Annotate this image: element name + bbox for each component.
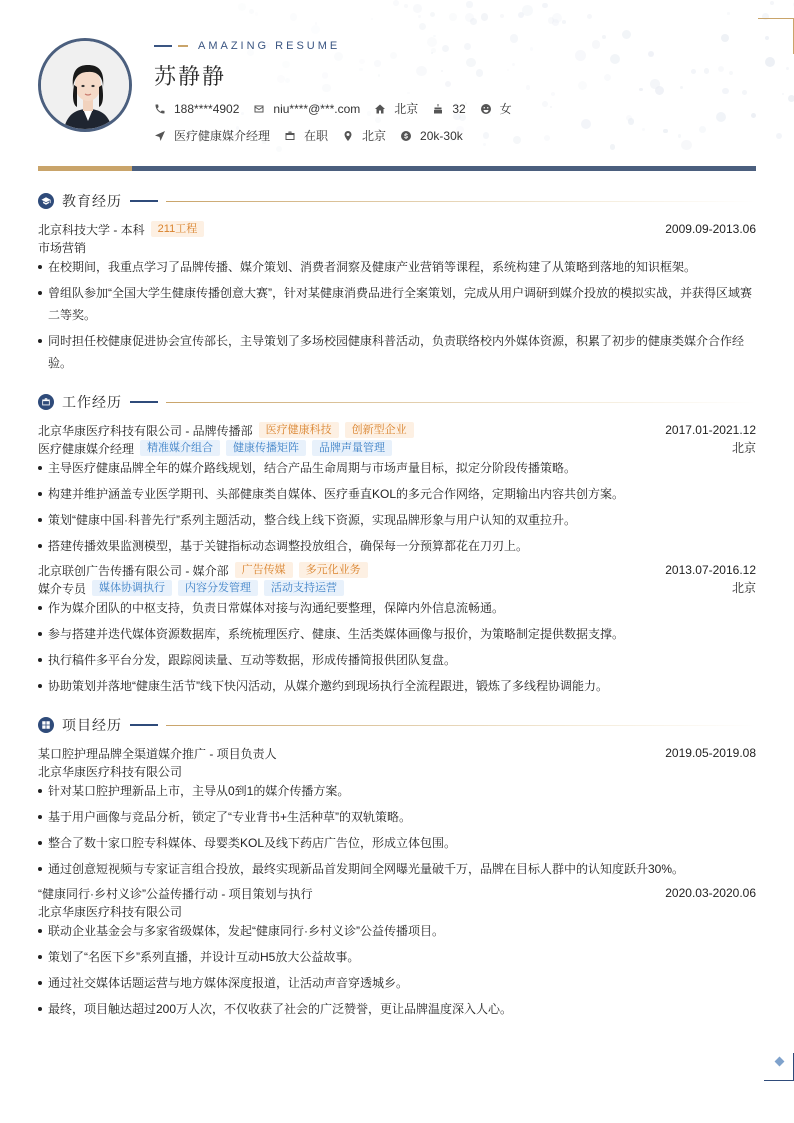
contact-age: 32 [432, 102, 465, 116]
school-tag: 211工程 [151, 221, 205, 237]
company-name: 北京联创广告传播有限公司 - 媒介部 [38, 563, 229, 578]
company-tag: 创新型企业 [345, 422, 414, 438]
project-name: “健康同行·乡村义诊”公益传播行动 - 项目策划与执行 [38, 886, 313, 901]
graduation-cap-icon [38, 193, 54, 209]
background-dot [449, 13, 456, 20]
list-item: 主导医疗健康品牌全年的媒介路线规划，结合产品生命周期与市场声量目标，拟定分阶段传播策略。 [38, 457, 756, 479]
corner-decoration-top [758, 18, 794, 54]
position-tag: 媒体协调执行 [92, 580, 172, 596]
background-dot [276, 146, 282, 152]
education-date: 2009.09-2013.06 [665, 222, 756, 236]
cake-icon [432, 103, 444, 115]
contact-gender: 女 [480, 100, 512, 117]
background-dot [413, 4, 422, 13]
position-tag: 内容分发管理 [178, 580, 258, 596]
project-section-header [38, 716, 756, 734]
project-bullets [38, 780, 756, 880]
company-tag: 广告传媒 [235, 562, 293, 578]
list-item: 曾组队参加“全国大学生健康传播创意大赛”，针对某健康消费品进行全案策划，完成从用户调研到媒介投放的模拟实战，并获得区域赛二等奖。 [38, 282, 756, 326]
phone-icon [154, 103, 166, 115]
mail-icon [253, 103, 265, 115]
resume-header [38, 36, 756, 146]
work-date: 2013.07-2016.12 [665, 563, 756, 577]
background-dot [404, 4, 408, 8]
contact-phone: 188****4902 [154, 102, 239, 116]
grid-icon [38, 717, 54, 733]
list-item: 联动企业基金会与多家省级媒体，发起“健康同行·乡村义诊”公益传播项目。 [38, 920, 756, 942]
work-location: 北京 [731, 441, 756, 455]
location-icon [342, 130, 354, 142]
send-icon [154, 130, 166, 142]
person-name: 苏静静 [154, 64, 227, 89]
briefcase-icon [284, 130, 296, 142]
job-title: 医疗健康媒介经理 [154, 127, 270, 144]
background-dot [765, 57, 775, 67]
project-entry-2 [38, 884, 756, 1024]
list-item: 通过社交媒体话题运营与地方媒体深度报道，让活动声音穿透城乡。 [38, 972, 756, 994]
contact-row [154, 100, 526, 117]
position-tag: 品牌声量管理 [312, 440, 392, 456]
list-item: 策划了“名医下乡”系列直播，并设计互动H5放大公益故事。 [38, 946, 756, 968]
background-dot [770, 1, 774, 5]
project-name: 某口腔护理品牌全渠道媒介推广 - 项目负责人 [38, 746, 277, 761]
briefcase-icon [38, 394, 54, 410]
school-name: 北京科技大学 - 本科 [38, 222, 145, 237]
project-entry-1 [38, 744, 756, 884]
background-dot [522, 5, 533, 16]
project-org: 北京华康医疗科技有限公司 [38, 904, 183, 919]
project-date: 2020.03-2020.06 [665, 886, 756, 900]
list-item: 作为媒介团队的中枢支持，负责日常媒体对接与沟通纪要整理，保障内外信息流畅通。 [38, 597, 756, 619]
list-item: 针对某口腔护理新品上市，主导从0到1的媒介传播方案。 [38, 780, 756, 802]
work-entry-1 [38, 421, 756, 561]
work-location: 北京 [731, 581, 756, 595]
background-dot [418, 15, 421, 18]
list-item: 参与搭建并迭代媒体资源数据库，系统梳理医疗、健康、生活类媒体画像与报价，为策略制定提供数据支撑。 [38, 623, 756, 645]
list-item: 最终，项目触达超过200万人次，不仅收获了社会的广泛赞誉，更让品牌温度深入人心。 [38, 998, 756, 1020]
tagline-text: AMAZING RESUME [198, 40, 341, 52]
background-dot [249, 9, 254, 14]
background-dot [727, 12, 730, 15]
company-tag: 多元化业务 [299, 562, 368, 578]
work-bullets [38, 457, 756, 557]
work-date: 2017.01-2021.12 [665, 423, 756, 437]
background-dot [311, 25, 320, 34]
background-dot [465, 13, 474, 22]
contact-home: 北京 [374, 100, 418, 117]
background-dot [562, 20, 566, 24]
project-name-line [38, 744, 756, 762]
work-position-line [38, 439, 756, 457]
project-bullets [38, 920, 756, 1020]
background-dot [786, 67, 790, 71]
work-bullets [38, 597, 756, 697]
background-dot [542, 3, 548, 9]
list-item: 在校期间，我重点学习了品牌传播、媒介策划、消费者洞察及健康产业营销等课程，系统构建了从策略到落地的知识框架。 [38, 256, 756, 278]
work-company-line [38, 561, 756, 579]
background-dot [371, 18, 373, 20]
background-dot [587, 14, 592, 19]
list-item: 搭建传播效果监测模型，基于关键指标动态调整投放组合，确保每一分预算都花在刀刃上。 [38, 535, 756, 557]
list-item: 通过创意短视频与专家证言组合投放，最终实现新品首发期间全网曝光量破千万，品牌在目标人群中的认知度跃升30%。 [38, 858, 756, 880]
avatar-photo [41, 41, 132, 132]
work-section-header [38, 393, 756, 411]
job-salary: 20k-30k [400, 129, 463, 143]
list-item: 协助策划并落地“健康生活节”线下快闪活动，从媒介邀约到现场执行全流程跟进，锻炼了多线程协调能力。 [38, 675, 756, 697]
list-item: 执行稿件多平台分发，跟踪阅读量、互动等数据，形成传播简报供团队复盘。 [38, 649, 756, 671]
company-tag: 医疗健康科技 [259, 422, 339, 438]
job-status: 在职 [284, 127, 328, 144]
background-dot [430, 12, 435, 17]
coin-icon [400, 130, 412, 142]
background-dot [315, 22, 318, 25]
project-name-line [38, 884, 756, 902]
background-dot [393, 0, 399, 6]
project-date: 2019.05-2019.08 [665, 746, 756, 760]
list-item: 策划“健康中国·科普先行”系列主题活动，整合线上线下资源，实现品牌形象与用户认知的双重拉升。 [38, 509, 756, 531]
background-dot [500, 14, 504, 18]
position-tag: 健康传播矩阵 [226, 440, 306, 456]
position-tag: 活动支持运营 [264, 580, 344, 596]
home-icon [374, 103, 386, 115]
avatar [38, 38, 132, 132]
list-item: 整合了数十家口腔专科媒体、母婴类KOL及线下药店广告位，形成立体包围。 [38, 832, 756, 854]
work-company-line [38, 421, 756, 439]
background-dot [419, 23, 426, 30]
education-major: 市场营销 [38, 240, 87, 255]
position-name: 医疗健康媒介经理 [38, 441, 135, 456]
background-dot [788, 95, 794, 102]
work-entry-2 [38, 561, 756, 701]
education-section-header [38, 192, 756, 210]
contact-email: niu****@***.com [253, 102, 360, 116]
background-dot [552, 19, 559, 26]
tagline [154, 40, 340, 52]
list-item: 同时担任校健康促进协会宣传部长，主导策划了多场校园健康科普活动，负责联络校内外媒体资源，积累了初步的健康类媒介合作经验。 [38, 330, 756, 374]
background-dot [481, 13, 488, 20]
project-title: 项目经历 [62, 717, 122, 733]
job-intent-row [154, 127, 477, 144]
background-dot [255, 12, 259, 16]
work-position-line [38, 579, 756, 597]
education-bullets [38, 256, 756, 374]
background-dot [776, 133, 782, 139]
background-dot [290, 13, 298, 21]
company-name: 北京华康医疗科技有限公司 - 品牌传播部 [38, 423, 253, 438]
list-item: 基于用户画像与竞品分析，锁定了“专业背书+生活种草”的双轨策略。 [38, 806, 756, 828]
education-entry [38, 220, 756, 378]
background-dot [782, 93, 784, 95]
position-name: 媒介专员 [38, 581, 87, 596]
position-tag: 精准媒介组合 [140, 440, 220, 456]
project-org: 北京华康医疗科技有限公司 [38, 764, 183, 779]
work-title: 工作经历 [62, 394, 122, 410]
background-dot [238, 3, 246, 11]
education-school-line [38, 220, 756, 238]
education-title: 教育经历 [62, 193, 122, 209]
list-item: 构建并维护涵盖专业医学期刊、头部健康类自媒体、医疗垂直KOL的多元合作网络，定期输出内容共创方案。 [38, 483, 756, 505]
background-dot [466, 1, 472, 7]
smile-icon [480, 103, 492, 115]
job-city: 北京 [342, 127, 386, 144]
header-divider [38, 166, 756, 171]
